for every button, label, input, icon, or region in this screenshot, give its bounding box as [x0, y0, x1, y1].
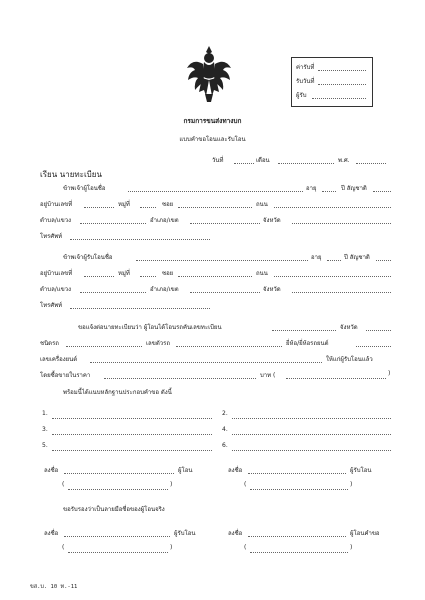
transferor-soi-field[interactable] — [178, 207, 252, 208]
transferee-phone-field[interactable] — [70, 308, 210, 309]
vehicle-intro: ขอแจ้งต่อนายทะเบียนว่า ผู้โอนได้โอนรถคันเลขทะเบียน — [78, 324, 222, 331]
vehicle-type-field[interactable] — [66, 346, 142, 347]
transferor-address-label: อยู่บ้านเลขที่ — [40, 201, 73, 208]
transferee-age-field[interactable] — [327, 260, 341, 261]
sign2-name-left[interactable] — [68, 552, 168, 553]
vehicle-price-field[interactable] — [104, 378, 256, 379]
vehicle-engine-label: เลขเครื่องยนต์ — [40, 356, 78, 363]
date-year-field[interactable] — [356, 163, 386, 164]
sign2-field-left[interactable] — [64, 536, 170, 537]
sign-paren-transferor: ( — [62, 481, 65, 488]
sign2-role-right: ผู้โอนคำขอ — [350, 530, 380, 537]
vehicle-plate-field[interactable] — [272, 330, 336, 331]
transferee-phone-label: โทรศัพท์ — [40, 302, 63, 309]
sign-role-transferor: ผู้โอน — [178, 467, 193, 474]
vehicle-province-field[interactable] — [366, 330, 391, 331]
vehicle-transfer-to-label: ให้แก่ผู้รับโอนแล้ว — [326, 356, 373, 363]
transferee-subdistrict-field[interactable] — [80, 292, 146, 293]
transferee-road-field[interactable] — [274, 276, 391, 277]
sign2-field-right[interactable] — [248, 536, 346, 537]
transferor-district-label: อำเภอ/เขต — [150, 217, 179, 224]
vehicle-chassis-field[interactable] — [176, 346, 282, 347]
date-month-field[interactable] — [278, 163, 334, 164]
garuda-emblem-icon — [185, 44, 233, 106]
stamp-line-2: รับวันที่ — [296, 78, 315, 85]
sign2-paren-close-right: ) — [350, 544, 353, 551]
vehicle-engine-field[interactable] — [90, 362, 322, 363]
agency-title: กรมการขนส่งทางบก — [183, 117, 242, 125]
vehicle-type-label: ชนิดรถ — [40, 340, 59, 347]
vehicle-price-words-field[interactable] — [286, 378, 386, 379]
transferor-road-label: ถนน — [256, 201, 268, 208]
transferee-name-field[interactable] — [136, 260, 308, 261]
transferor-nationality-field[interactable] — [373, 191, 391, 192]
sign2-role-left: ผู้รับโอน — [174, 530, 196, 537]
evidence-item-5: 5. — [42, 442, 48, 449]
sign2-label-right: ลงชื่อ — [228, 530, 243, 537]
transferee-soi-field[interactable] — [178, 276, 252, 277]
transferee-soi-label: ซอย — [162, 270, 174, 277]
transferee-address-label: อยู่บ้านเลขที่ — [40, 270, 73, 277]
sign-paren-transferee: ( — [244, 481, 247, 488]
transferor-moo-label: หมู่ที่ — [118, 201, 130, 208]
transferee-subdistrict-label: ตำบล/แขวง — [40, 286, 72, 293]
evidence-field-5[interactable] — [52, 450, 212, 451]
sign-label-transferor: ลงชื่อ — [44, 467, 59, 474]
stamp-box — [291, 57, 373, 107]
transferee-road-label: ถนน — [256, 270, 268, 277]
sign2-paren-close-left: ) — [170, 544, 173, 551]
sign-paren-close-transferor: ) — [170, 481, 173, 488]
evidence-item-3: 3. — [42, 426, 48, 433]
sign2-paren-left: ( — [62, 544, 65, 551]
form-title: แบบคำขอโอนและรับโอน — [179, 136, 246, 143]
transferor-phone-label: โทรศัพท์ — [40, 233, 63, 240]
transferee-district-label: อำเภอ/เขต — [150, 286, 179, 293]
sign2-paren-right: ( — [244, 544, 247, 551]
evidence-intro: พร้อมนี้ได้แนบหลักฐานประกอบคำขอ ดังนี้ — [63, 389, 172, 396]
vehicle-brand-label: ยี่ห้อ/ยี่ห้อรถยนต์ — [286, 340, 329, 347]
sign-label-transferee: ลงชื่อ — [228, 467, 243, 474]
date-year-label: พ.ศ. — [338, 157, 350, 164]
sign-role-transferee: ผู้รับโอน — [350, 467, 372, 474]
sign-field-transferor[interactable] — [64, 473, 174, 474]
evidence-field-1[interactable] — [52, 418, 212, 419]
transferor-province-field[interactable] — [292, 223, 391, 224]
stamp-line-1: ค่ารับที่ — [296, 64, 315, 71]
evidence-item-6: 6. — [222, 442, 228, 449]
transferor-name-label: ข้าพเจ้าผู้โอนชื่อ — [63, 185, 106, 192]
sign-name-transferor[interactable] — [68, 489, 168, 490]
transferor-district-field[interactable] — [190, 223, 260, 224]
sign2-label-left: ลงชื่อ — [44, 530, 59, 537]
transferor-nationality-label: ปี สัญชาติ — [341, 185, 367, 192]
transferee-province-field[interactable] — [292, 292, 391, 293]
evidence-item-4: 4. — [222, 426, 228, 433]
transferor-subdistrict-field[interactable] — [80, 223, 146, 224]
evidence-item-2: 2. — [222, 410, 228, 417]
transferor-age-label: อายุ — [306, 185, 317, 192]
form-code: ขส.บ. 10 ท.-11 — [30, 584, 78, 590]
date-day-field[interactable] — [234, 163, 254, 164]
transferor-subdistrict-label: ตำบล/แขวง — [40, 217, 72, 224]
evidence-field-4[interactable] — [232, 434, 391, 435]
vehicle-close-paren: ) — [388, 370, 391, 377]
transferor-name-field[interactable] — [128, 191, 303, 192]
salutation: เรียน นายทะเบียน — [40, 170, 102, 179]
transferor-province-label: จังหวัด — [263, 217, 281, 224]
vehicle-province-label: จังหวัด — [340, 324, 358, 331]
evidence-field-6[interactable] — [232, 450, 391, 451]
sign-name-transferee[interactable] — [250, 489, 348, 490]
evidence-item-1: 1. — [42, 410, 48, 417]
transferee-moo-label: หมู่ที่ — [118, 270, 130, 277]
transferor-age-field[interactable] — [322, 191, 336, 192]
evidence-field-3[interactable] — [52, 434, 212, 435]
transferee-age-label: อายุ — [311, 254, 322, 261]
transferor-address-field[interactable] — [84, 207, 114, 208]
transferee-address-field[interactable] — [84, 276, 114, 277]
certify-text: ขอรับรองว่าเป็นลายมือชื่อของผู้โอนจริง — [63, 506, 165, 513]
transferee-nationality-field[interactable] — [376, 260, 391, 261]
sign2-name-right[interactable] — [250, 552, 348, 553]
sign-field-transferee[interactable] — [248, 473, 346, 474]
evidence-field-2[interactable] — [232, 418, 391, 419]
transferee-nationality-label: ปี สัญชาติ — [344, 254, 370, 261]
transferee-moo-field[interactable] — [140, 276, 156, 277]
vehicle-baht-label: บาท ( — [260, 372, 276, 379]
vehicle-sale-label: โดยซื้อขายในราคา — [40, 372, 91, 379]
transferor-soi-label: ซอย — [162, 201, 174, 208]
transferee-district-field[interactable] — [190, 292, 260, 293]
date-day-label: วันที่ — [212, 157, 224, 164]
sign-paren-close-transferee: ) — [350, 481, 353, 488]
transferor-moo-field[interactable] — [140, 207, 156, 208]
date-month-label: เดือน — [256, 157, 270, 164]
vehicle-chassis-label: เลขตัวรถ — [146, 340, 170, 347]
transferor-phone-field[interactable] — [70, 239, 210, 240]
transferee-province-label: จังหวัด — [263, 286, 281, 293]
vehicle-brand-field[interactable] — [356, 346, 391, 347]
transferee-name-label: ข้าพเจ้าผู้รับโอนชื่อ — [63, 254, 113, 261]
stamp-line-3: ผู้รับ — [296, 92, 307, 99]
transferor-road-field[interactable] — [274, 207, 391, 208]
